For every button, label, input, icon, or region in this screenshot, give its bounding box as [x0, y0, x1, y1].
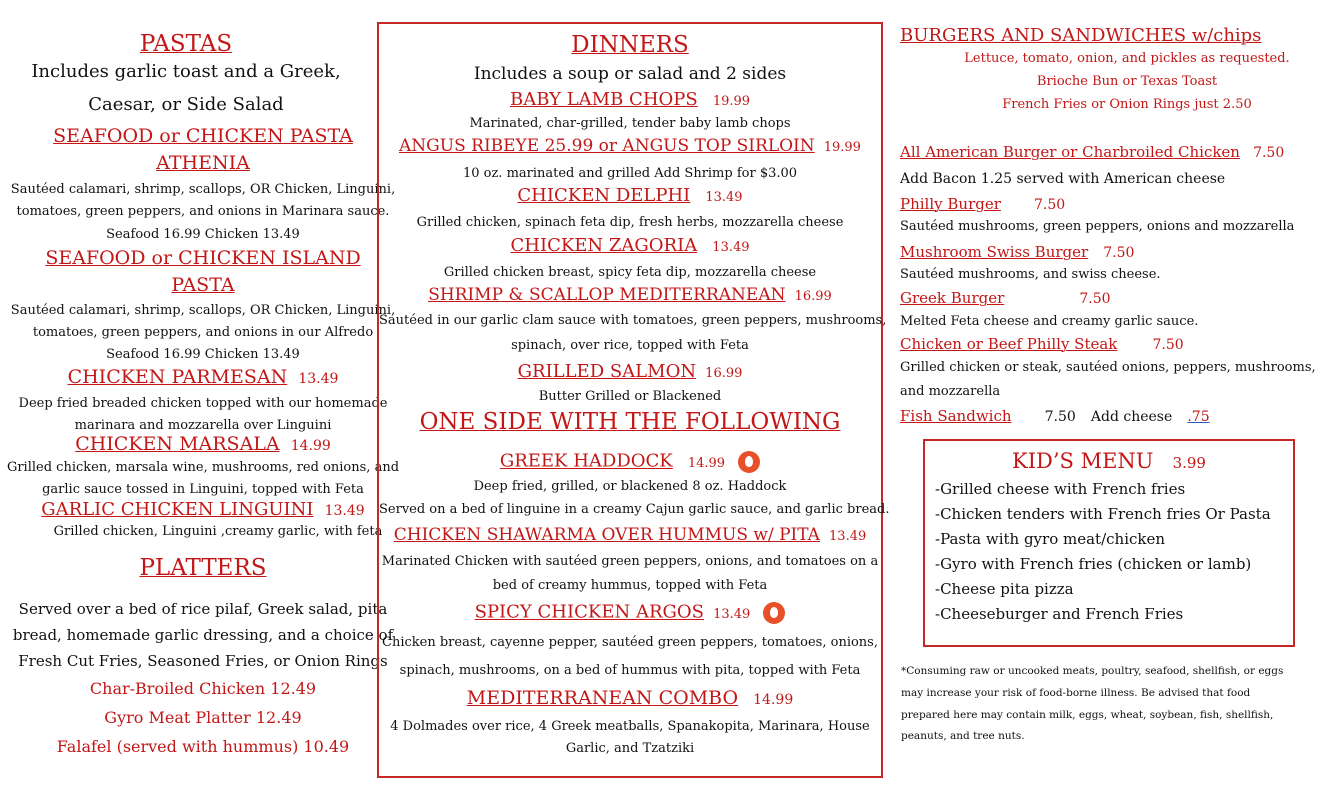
dinners-title: DINNERS — [571, 32, 689, 58]
pasta-marsala-desc-1: Grilled chicken, marsala wine, mushrooms, red onions, and — [6, 460, 400, 475]
burger-greek-name: Greek Burger — [900, 289, 1005, 307]
dinner-angus — [379, 138, 881, 155]
side-argos-desc-1: Chicken breast, cayenne pepper, sautéed green peppers, tomatoes, onions, — [382, 635, 878, 650]
dinner-shrimp-scallop-desc-1: Sautéed in our garlic clam sauce with tomatoes, green peppers, mushrooms, — [379, 313, 887, 328]
kids-item-2: -Chicken tenders with French fries Or Pasta — [935, 505, 1271, 523]
side-combo-name: MEDITERRANEAN COMBO — [466, 687, 739, 709]
kids-item-4: -Gyro with French fries (chicken or lamb) — [935, 555, 1252, 573]
burger-fish-add-cheese-price: .75 — [1187, 409, 1210, 425]
burger-philly — [900, 196, 1065, 212]
dinner-shrimp-scallop-name: SHRIMP & SCALLOP MEDITERRANEAN — [428, 285, 786, 305]
pasta-athenia-desc-1: Sautéed calamari, shrimp, scallops, OR Chicken, Linguini, — [10, 182, 396, 197]
kids-menu-price: 3.99 — [1172, 454, 1206, 472]
dinner-delphi — [379, 187, 881, 205]
burger-philly-steak — [900, 336, 1184, 352]
pasta-parmesan-desc-2: marinara and mozzarella over Linguini — [74, 418, 332, 433]
side-combo-desc-2: Garlic, and Tzatziki — [565, 741, 695, 756]
platters-desc-1: Served over a bed of rice pilaf, Greek salad, pita — [18, 600, 388, 618]
burgers-note-2: Brioche Bun or Texas Toast — [1036, 74, 1218, 89]
platters-desc-2: bread, homemade garlic dressing, and a choice of — [12, 626, 394, 644]
burger-philly-name: Philly Burger — [900, 195, 1001, 213]
pasta-garlic-linguini-name: GARLIC CHICKEN LINGUINI — [41, 499, 314, 520]
pasta-parmesan-desc-1: Deep fried breaded chicken topped with our homemade — [18, 396, 388, 411]
side-shawarma-desc-2: bed of creamy hummus, topped with Feta — [492, 578, 768, 593]
dinner-angus-desc: 10 oz. marinated and grilled Add Shrimp for $3.00 — [462, 166, 798, 181]
pastas-intro-2: Caesar, or Side Salad — [88, 94, 284, 115]
side-argos — [379, 602, 881, 624]
pasta-marsala — [0, 435, 406, 454]
pastas-title: PASTAS — [139, 31, 233, 57]
kids-menu-box — [923, 439, 1295, 647]
burger-mushroom-swiss-desc: Sautéed mushrooms, and swiss cheese. — [900, 267, 1161, 282]
dinner-lamb-chops-name: BABY LAMB CHOPS — [509, 89, 698, 110]
side-haddock-name: GREEK HADDOCK — [499, 450, 673, 472]
pasta-athenia-name: SEAFOOD or CHICKEN PASTA — [53, 125, 353, 147]
burger-mushroom-swiss-name: Mushroom Swiss Burger — [900, 243, 1089, 261]
side-haddock-desc-2: Served on a bed of linguine in a creamy Cajun garlic sauce, and garlic bread. — [379, 502, 890, 517]
platter-item-falafel: Falafel (served with hummus) 10.49 — [56, 737, 350, 756]
pasta-garlic-linguini-price: 13.49 — [324, 503, 365, 519]
dinner-salmon — [379, 363, 881, 381]
pasta-marsala-price: 14.99 — [290, 438, 331, 454]
dinner-lamb-chops-desc: Marinated, char-grilled, tender baby lamb chops — [469, 116, 791, 131]
side-shawarma-name: CHICKEN SHAWARMA OVER HUMMUS w/ PITA — [393, 525, 820, 545]
pastas-intro-1: Includes garlic toast and a Greek, — [31, 61, 341, 82]
pasta-island-desc-2: tomatoes, green peppers, and onions in our Alfredo — [32, 325, 374, 340]
dinners-panel — [377, 22, 890, 778]
burger-philly-steak-name: Chicken or Beef Philly Steak — [900, 335, 1118, 353]
dinner-zagoria-price: 13.49 — [712, 240, 750, 255]
dinner-salmon-desc: Butter Grilled or Blackened — [538, 389, 722, 404]
dinner-zagoria-desc: Grilled chicken breast, spicy feta dip, mozzarella cheese — [443, 265, 817, 280]
burger-all-american-name: All American Burger or Charbroiled Chicken — [900, 143, 1240, 161]
side-combo-desc-1: 4 Dolmades over rice, 4 Greek meatballs, Spanakopita, Marinara, House — [390, 719, 870, 734]
burgers-column — [897, 0, 1317, 799]
burger-fish-sandwich — [900, 408, 1210, 424]
burger-all-american-price: 7.50 — [1253, 145, 1285, 161]
burger-philly-desc: Sautéed mushrooms, green peppers, onions and mozzarella — [900, 219, 1295, 234]
burgers-note-1: Lettuce, tomato, onion, and pickles as requested. — [964, 51, 1290, 66]
burger-greek — [900, 290, 1111, 306]
platter-item-gyro: Gyro Meat Platter 12.49 — [104, 708, 302, 727]
pasta-island-price: Seafood 16.99 Chicken 13.49 — [106, 347, 300, 362]
disclaimer-line-1: *Consuming raw or uncooked meats, poultry, seafood, shellfish, or eggs — [901, 665, 1284, 677]
pasta-marsala-desc-2: garlic sauce tossed in Linguini, topped with Feta — [42, 482, 364, 497]
dinner-shrimp-scallop — [379, 287, 881, 304]
dinner-delphi-price: 13.49 — [705, 190, 743, 205]
spicy-flame-icon — [763, 602, 785, 624]
pasta-garlic-linguini-desc: Grilled chicken, Linguini ,creamy garlic, with feta — [53, 524, 383, 539]
burger-mushroom-swiss-price: 7.50 — [1103, 245, 1135, 261]
side-haddock-desc-1: Deep fried, grilled, or blackened 8 oz. Haddock — [473, 479, 787, 494]
platters-title: PLATTERS — [139, 555, 267, 581]
side-combo — [379, 689, 881, 708]
dinner-salmon-name: GRILLED SALMON — [517, 361, 697, 382]
dinner-lamb-chops — [379, 91, 881, 109]
burger-fish-sandwich-name: Fish Sandwich — [900, 407, 1012, 425]
burger-fish-add-cheese: Add cheese — [1090, 409, 1173, 425]
pasta-island-name: SEAFOOD or CHICKEN ISLAND — [45, 247, 361, 269]
dinner-zagoria — [379, 237, 881, 255]
side-haddock — [379, 451, 881, 473]
side-shawarma-price: 13.49 — [829, 529, 867, 544]
burgers-title: BURGERS AND SANDWICHES w/chips — [900, 25, 1262, 46]
burger-all-american — [900, 144, 1284, 160]
burgers-note-3: French Fries or Onion Rings just 2.50 — [1002, 97, 1252, 112]
dinner-angus-name: ANGUS RIBEYE 25.99 or ANGUS TOP SIRLOIN — [399, 136, 815, 156]
burger-greek-price: 7.50 — [1079, 291, 1111, 307]
burger-fish-sandwich-price: 7.50 — [1044, 409, 1076, 425]
dinner-shrimp-scallop-price: 16.99 — [794, 289, 832, 304]
spicy-flame-icon — [738, 451, 760, 473]
dinner-zagoria-name: CHICKEN ZAGORIA — [510, 235, 698, 256]
burger-all-american-desc: Add Bacon 1.25 served with American cheese — [900, 171, 1226, 187]
pasta-parmesan-name: CHICKEN PARMESAN — [67, 366, 288, 388]
burger-philly-steak-desc-1: Grilled chicken or steak, sautéed onions, peppers, mushrooms, — [900, 360, 1316, 375]
burger-mushroom-swiss — [900, 244, 1134, 260]
dinner-shrimp-scallop-desc-2: spinach, over rice, topped with Feta — [511, 338, 749, 353]
platter-item-chicken: Char-Broiled Chicken 12.49 — [89, 679, 317, 698]
pasta-parmesan-price: 13.49 — [298, 371, 339, 387]
pasta-athenia-price: Seafood 16.99 Chicken 13.49 — [106, 227, 300, 242]
dinner-angus-price: 19.99 — [823, 140, 861, 155]
dinner-lamb-chops-price: 19.99 — [712, 94, 751, 109]
dinner-delphi-name: CHICKEN DELPHI — [517, 185, 691, 206]
pasta-island-desc-1: Sautéed calamari, shrimp, scallops, OR Chicken, Linguini, — [10, 303, 396, 318]
side-argos-price: 13.49 — [713, 606, 751, 622]
kids-item-1: -Grilled cheese with French fries — [935, 480, 1186, 498]
disclaimer-line-2: may increase your risk of food-borne illness. Be advised that food — [901, 687, 1251, 699]
kids-menu-title: KID’S MENU — [1012, 449, 1154, 473]
dinner-salmon-price: 16.99 — [705, 366, 743, 381]
side-haddock-price: 14.99 — [687, 455, 726, 471]
pasta-garlic-linguini — [0, 501, 406, 519]
pasta-athenia-desc-2: tomatoes, green peppers, and onions in Marinara sauce. — [16, 204, 390, 219]
burger-philly-steak-desc-2: and mozzarella — [900, 384, 1001, 399]
side-shawarma — [379, 527, 881, 544]
kids-menu-header — [925, 451, 1293, 472]
kids-item-3: -Pasta with gyro meat/chicken — [935, 530, 1166, 548]
platters-desc-3: Fresh Cut Fries, Seasoned Fries, or Onion Rings — [18, 652, 388, 670]
disclaimer-line-3: prepared here may contain milk, eggs, wheat, soybean, fish, shellfish, — [901, 709, 1274, 721]
side-argos-desc-2: spinach, mushrooms, on a bed of hummus with pita, topped with Feta — [399, 663, 861, 678]
kids-item-5: -Cheese pita pizza — [935, 580, 1074, 598]
burger-philly-steak-price: 7.50 — [1152, 337, 1184, 353]
side-argos-name: SPICY CHICKEN ARGOS — [474, 601, 704, 623]
dinner-delphi-desc: Grilled chicken, spinach feta dip, fresh herbs, mozzarella cheese — [416, 215, 844, 230]
burger-greek-desc: Melted Feta cheese and creamy garlic sauce. — [900, 314, 1199, 329]
one-side-title: ONE SIDE WITH THE FOLLOWING — [419, 409, 841, 435]
pasta-athenia-name-2: ATHENIA — [156, 152, 250, 174]
disclaimer-line-4: peanuts, and tree nuts. — [901, 730, 1025, 742]
burger-philly-price: 7.50 — [1034, 197, 1066, 213]
pasta-island-name-2: PASTA — [171, 274, 235, 296]
pasta-marsala-name: CHICKEN MARSALA — [75, 433, 280, 455]
pasta-parmesan — [0, 368, 406, 387]
pastas-platters-column — [0, 0, 400, 799]
side-shawarma-desc-1: Marinated Chicken with sautéed green peppers, onions, and tomatoes on a — [381, 554, 879, 569]
side-combo-price: 14.99 — [753, 692, 794, 708]
dinners-intro: Includes a soup or salad and 2 sides — [473, 64, 787, 84]
kids-item-6: -Cheeseburger and French Fries — [935, 605, 1184, 623]
